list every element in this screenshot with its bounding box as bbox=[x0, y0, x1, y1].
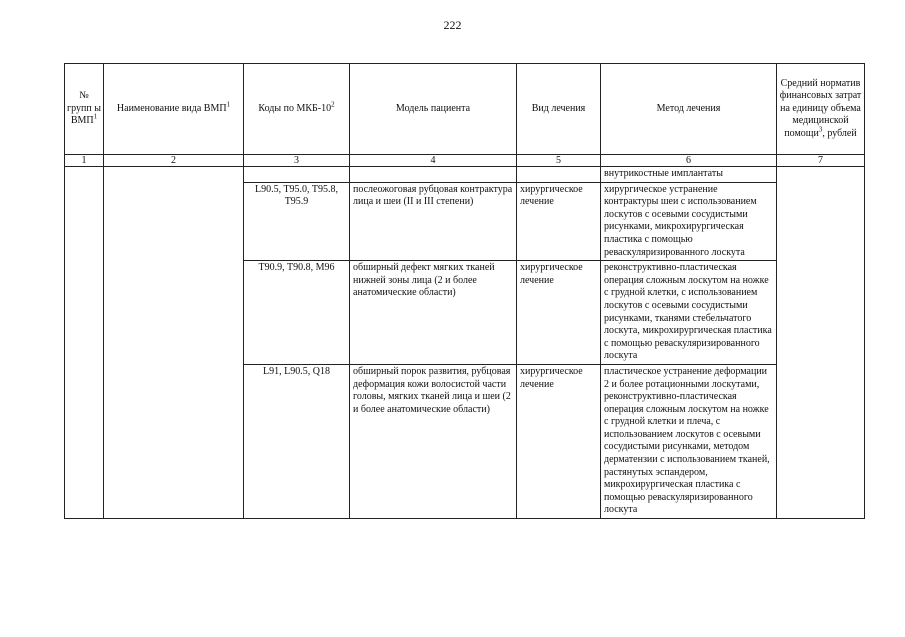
codes-cell: L90.5, T95.0, T95.8, T95.9 bbox=[244, 182, 350, 261]
column-number: 2 bbox=[104, 155, 244, 167]
method-cell: реконструктивно-пластическая операция сложным лоскутом на ножке с грудной клетки, с использованием лоскутов с осевыми сосудистыми рисунками, тканями стебельчатого лоскута, микрохирургическая пластика с помощью реваскуляризированного лоскута bbox=[601, 261, 777, 365]
page-number: 222 bbox=[443, 18, 462, 32]
method-cell: пластическое устранение деформации 2 и более ротационными лоскутами, реконструктивно-пластическая операция сложным лоскутом на ножке с грудной клетки и плеча, с использованием лоскутов с осевыми сосудистыми рисунками, методом дерматензии с использованием тканей, растянутых эспандером, микрохирургическая пластика с помощью реваскуляризированного лоскута bbox=[601, 364, 777, 518]
financial-norm-cell bbox=[777, 167, 865, 519]
model-cell bbox=[350, 167, 517, 183]
group-number-cell bbox=[65, 167, 104, 519]
header-vmp-name: Наименование вида ВМП$^1$ bbox=[104, 64, 244, 155]
header-row bbox=[65, 64, 865, 155]
header-patient-model: Модель пациента bbox=[350, 64, 517, 155]
vmp-name-cell bbox=[104, 167, 244, 519]
codes-cell bbox=[244, 167, 350, 183]
model-cell: послеожоговая рубцовая контрактура лица и шеи (II и III степени) bbox=[350, 182, 517, 261]
header-group-number: № групп ы ВМП$^1$ bbox=[65, 64, 104, 155]
vmp-table bbox=[64, 63, 865, 519]
header-treatment-method: Метод лечения bbox=[601, 64, 777, 155]
column-number: 4 bbox=[350, 155, 517, 167]
column-number: 3 bbox=[244, 155, 350, 167]
header-financial-norm: Средний норматив финансовых затрат на единицу объема медицинской помощи$^3$, рублей bbox=[777, 64, 865, 155]
codes-cell: L91, L90.5, Q18 bbox=[244, 364, 350, 518]
header-treatment-type: Вид лечения bbox=[517, 64, 601, 155]
codes-cell: T90.9, T90.8, M96 bbox=[244, 261, 350, 365]
method-cell: хирургическое устранение контрактуры шеи с использованием лоскутов с осевыми сосудистыми рисунками, микрохирургическая пластика с помощью реваскуляризированного лоскута bbox=[601, 182, 777, 261]
model-cell: обширный дефект мягких тканей нижней зоны лица (2 и более анатомические области) bbox=[350, 261, 517, 365]
column-number-row bbox=[65, 155, 865, 167]
column-number: 1 bbox=[65, 155, 104, 167]
column-number: 5 bbox=[517, 155, 601, 167]
header-icd-codes: Коды по МКБ-$10^2$ bbox=[244, 64, 350, 155]
column-number: 6 bbox=[601, 155, 777, 167]
treatment-cell bbox=[517, 167, 601, 183]
treatment-cell: хирургическое лечение bbox=[517, 261, 601, 365]
column-number: 7 bbox=[777, 155, 865, 167]
treatment-cell: хирургическое лечение bbox=[517, 364, 601, 518]
model-cell: обширный порок развития, рубцовая деформация кожи волосистой части головы, мягких тканей лица и шеи (2 и более анатомические области) bbox=[350, 364, 517, 518]
table-row bbox=[65, 167, 865, 183]
method-cell: внутрикостные имплантаты bbox=[601, 167, 777, 183]
treatment-cell: хирургическое лечение bbox=[517, 182, 601, 261]
